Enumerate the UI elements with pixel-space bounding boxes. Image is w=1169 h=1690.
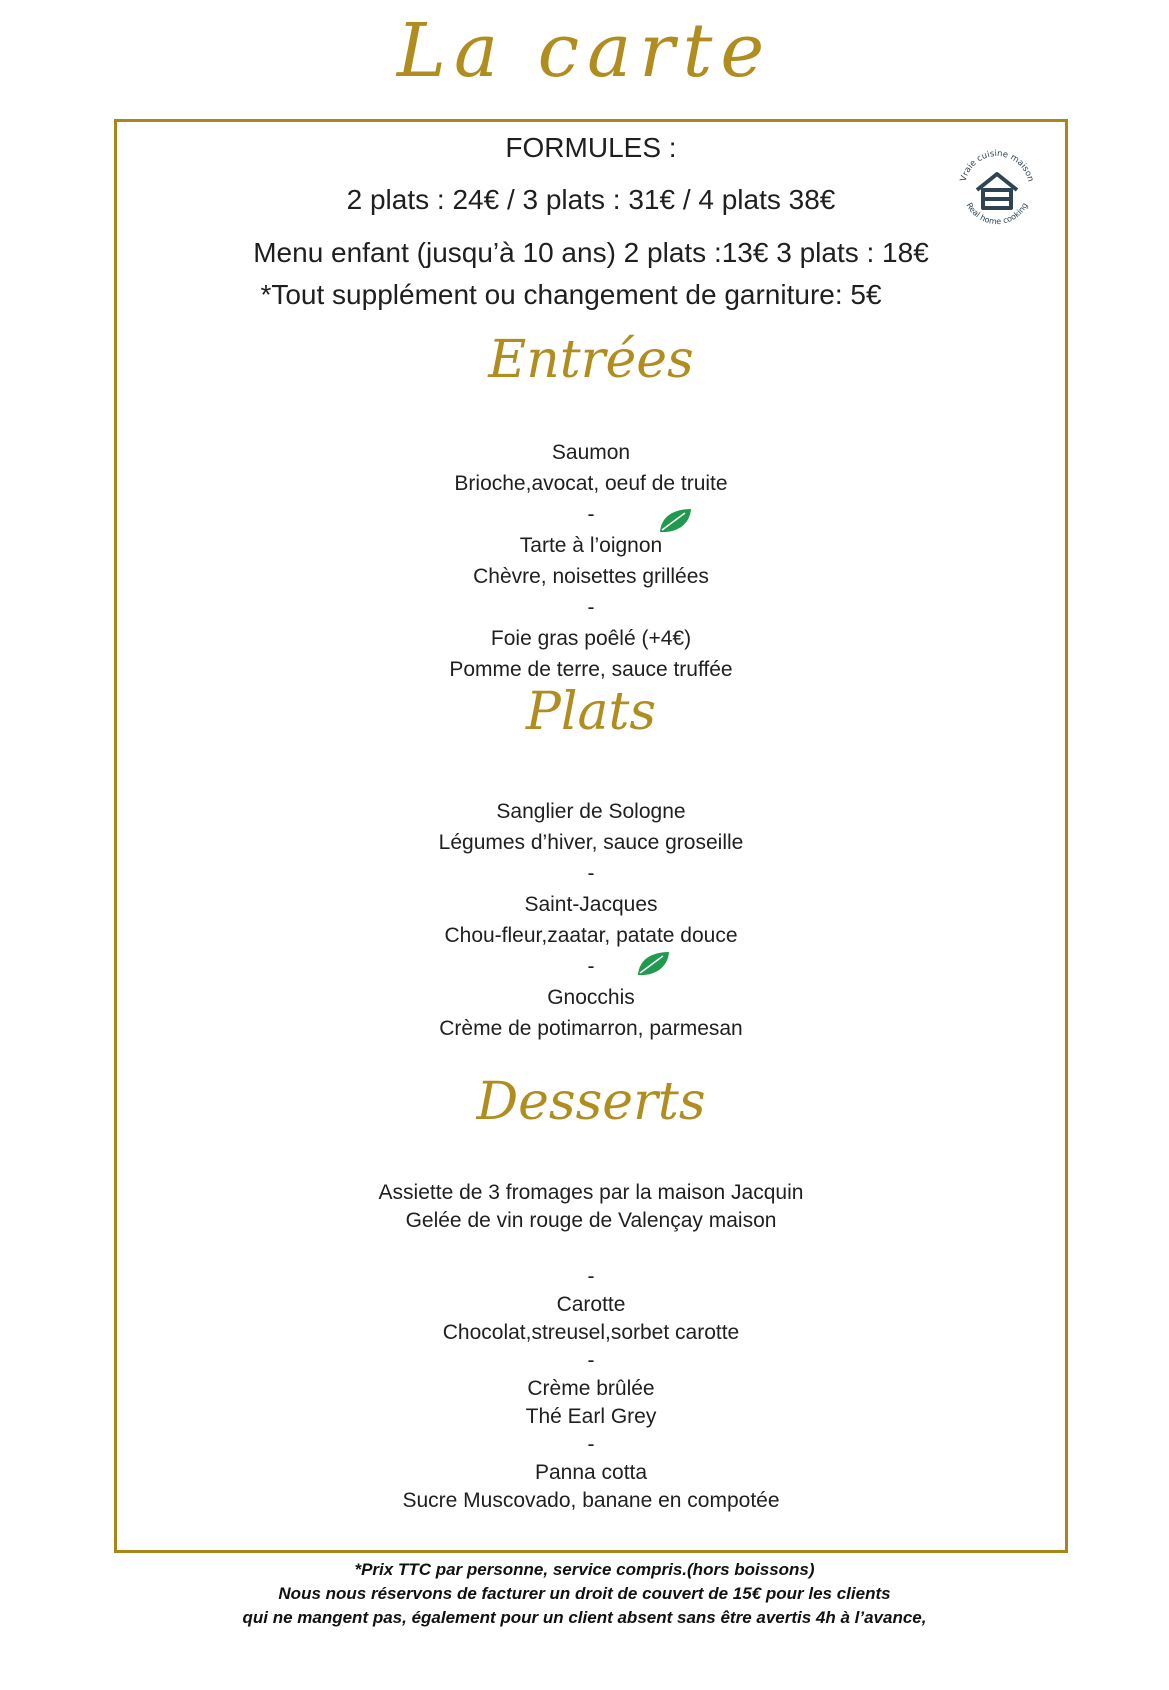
spacer bbox=[117, 1235, 1065, 1263]
formules-heading: FORMULES : bbox=[505, 132, 677, 163]
footer-line: Nous nous réservons de facturer un droit de couvert de 15€ pour les clients bbox=[278, 1584, 891, 1603]
entrees-list bbox=[117, 437, 1065, 685]
footer-line: qui ne mangent pas, également pour un client absent sans être avertis 4h à l’avance, bbox=[242, 1608, 927, 1627]
separator: - bbox=[587, 1265, 595, 1288]
menu-item-description: Chou-fleur,zaatar, patate douce bbox=[444, 924, 738, 947]
formules-prices: 2 plats : 24€ / 3 plats : 31€ / 4 plats 38€ bbox=[346, 184, 836, 215]
desserts-section-title: Desserts bbox=[476, 1072, 706, 1132]
house-logo-icon bbox=[955, 146, 1039, 230]
plats-list bbox=[117, 796, 1065, 1044]
supplement-note: *Tout supplément ou changement de garniture: 5€ bbox=[260, 279, 882, 310]
desserts-list bbox=[117, 1179, 1065, 1515]
menu-item-description: Sucre Muscovado, banane en compotée bbox=[402, 1489, 780, 1512]
menu-item-name: Foie gras poêlé (+4€) bbox=[490, 627, 692, 650]
logo-text-top: Vraie cuisine maison bbox=[958, 148, 1036, 183]
plats-section-title: Plats bbox=[525, 682, 657, 742]
menu-item-description: Chèvre, noisettes grillées bbox=[473, 565, 709, 588]
svg-text:Real home cooking bbox=[965, 201, 1030, 226]
menu-item-description: Gelée de vin rouge de Valençay maison bbox=[405, 1209, 777, 1232]
svg-text:Vraie cuisine maison bbox=[959, 149, 1036, 183]
menu-item-name: Saint-Jacques bbox=[524, 893, 658, 916]
menu-item-name: Crème brûlée bbox=[527, 1377, 655, 1400]
menu-item-description: Brioche,avocat, oeuf de truite bbox=[454, 472, 728, 495]
separator: - bbox=[587, 596, 595, 619]
separator: - bbox=[587, 503, 595, 526]
menu-item-name: Carotte bbox=[556, 1293, 626, 1316]
menu-item-description: Crème de potimarron, parmesan bbox=[439, 1017, 743, 1040]
separator: - bbox=[587, 862, 595, 885]
menu-item-description: Chocolat,streusel,sorbet carotte bbox=[442, 1321, 740, 1344]
separator: - bbox=[587, 955, 595, 978]
page-title: La carte bbox=[396, 8, 773, 94]
vegetarian-leaf-icon bbox=[635, 950, 671, 978]
footer-line: *Prix TTC par personne, service compris.(hors boissons) bbox=[354, 1560, 815, 1579]
separator: - bbox=[587, 1433, 595, 1456]
menu-enfant-prices: Menu enfant (jusqu’à 10 ans) 2 plats :13€ 3 plats : 18€ bbox=[253, 237, 929, 268]
separator: - bbox=[587, 1349, 595, 1372]
menu-item-description: Pomme de terre, sauce truffée bbox=[449, 658, 733, 681]
menu-item-name: Panna cotta bbox=[534, 1461, 648, 1484]
vegetarian-leaf-icon bbox=[657, 507, 693, 535]
menu-item-name: Sanglier de Sologne bbox=[496, 800, 686, 823]
menu-item-description: Légumes d’hiver, sauce groseille bbox=[438, 831, 744, 854]
menu-item-description: Thé Earl Grey bbox=[525, 1405, 657, 1428]
menu-item-name: Assiette de 3 fromages par la maison Jacquin bbox=[378, 1181, 804, 1204]
menu-item-name: Gnocchis bbox=[547, 986, 635, 1009]
footer-notes bbox=[0, 1558, 1169, 1630]
menu-item-name: Saumon bbox=[551, 441, 631, 464]
menu-item-name: Tarte à l’oignon bbox=[519, 534, 663, 557]
logo-text-bottom: Real home cooking bbox=[964, 201, 1030, 227]
menu-frame bbox=[114, 119, 1068, 1553]
entrees-section-title: Entrées bbox=[488, 330, 694, 390]
